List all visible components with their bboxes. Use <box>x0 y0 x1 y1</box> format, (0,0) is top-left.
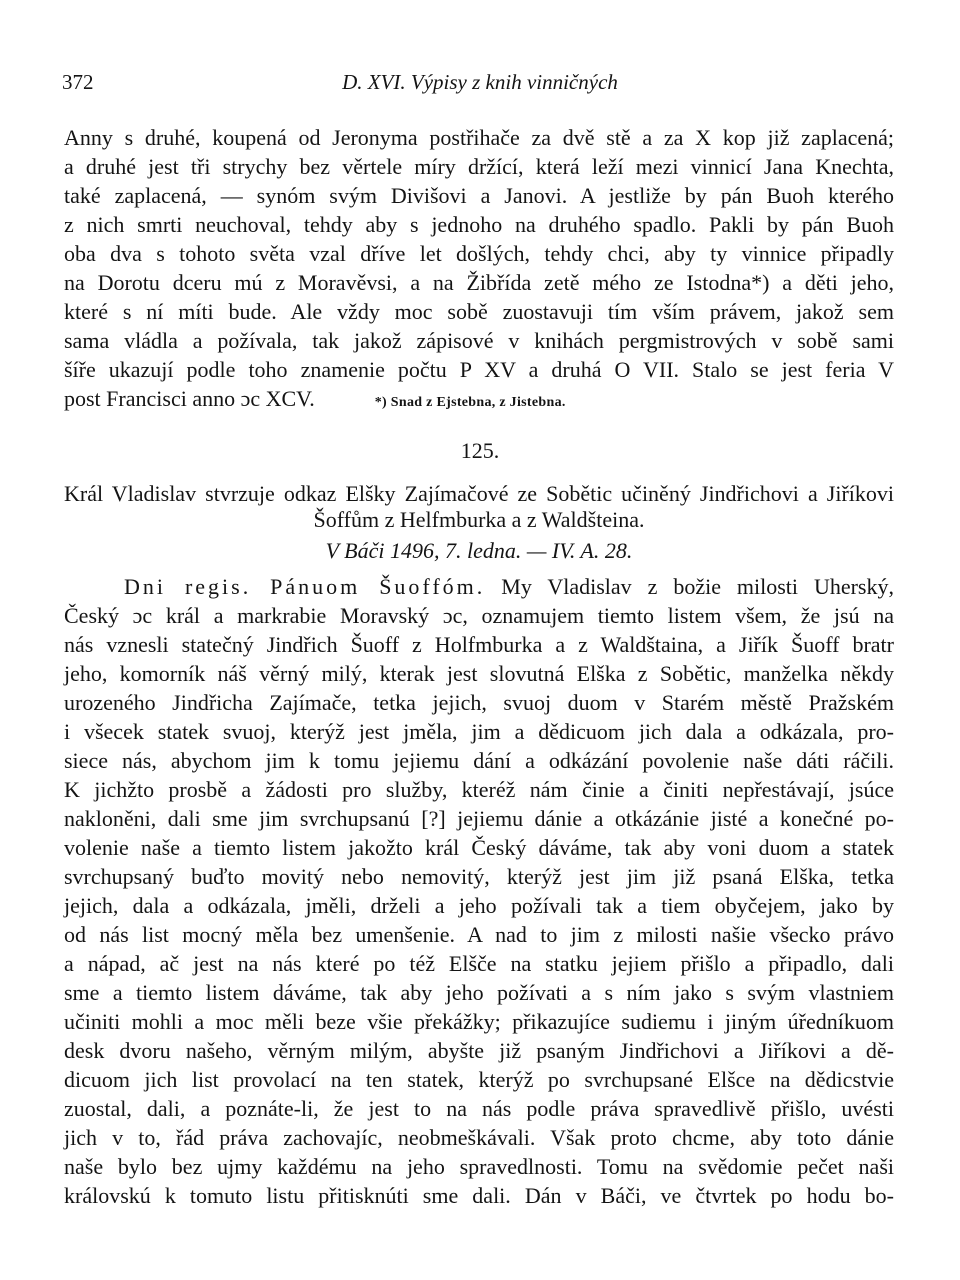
text-line: sme a tiemto listem dáváme, tak aby jeho požívati a s ním jako s svým vlastniem <box>64 980 894 1005</box>
text-line: od nás list mocný měla bez umenšenie. A nad to jim z milosti našie všecko právo <box>64 922 894 947</box>
text-line: oba dva s tohoto světa vzal dříve let došlých, tehdy chci, aby ty vinnice připadly <box>64 241 894 266</box>
text-line: urozeného Jindřicha Zajímače, tetka jejich, svuoj duom v Starém městě Pražském <box>64 690 894 715</box>
paragraph-end: post Francisci anno ɔc XCV. <box>64 386 315 411</box>
text-line: šíře ukazují podle toho znamenie počtu P XV a druhá O VII. Stalo se jest feria V <box>64 357 894 382</box>
document-number: 125. <box>460 438 500 463</box>
text-line: také zaplacená, — synóm svým Divišovi a Janovi. A jestliže by pán Buoh kterého <box>64 183 894 208</box>
text-line: zuostal, dali, a poznáte-li, že jest to na nás podle práva spravedlivě přišlo, uvésti <box>64 1096 894 1121</box>
opening-rest: My Vladislav z božie milosti Uherský, <box>485 574 894 599</box>
text-line: svrchupsaný buďto movitý nebo nemovitý, kterýž jest jim již psaná Elška, tetka <box>64 864 894 889</box>
page-number: 372 <box>62 70 94 94</box>
text-line: Anny s druhé, koupená od Jeronyma postřihače za dvě stě a za X kop již zaplacená; <box>64 125 894 150</box>
text-line: i všecek statek svuoj, kterýž jest jměla, jim a dědicuom jich dala a odkázala, pro- <box>64 719 894 744</box>
text-line: z nich smrti neuchoval, tehdy aby s jednoho na druhého spadlo. Pakli by pán Buoh <box>64 212 894 237</box>
page-header <box>62 70 898 102</box>
opening-line <box>64 573 894 601</box>
text-line: sama vládla a požívala, tak jakož zápisové v knihách pergmistrových v sobě sami <box>64 328 894 353</box>
text-line: na Dorotu dceru mú z Moravěvsi, a na Žibřída zetě mého ze Istodna*) a děti jeho, <box>64 270 894 295</box>
running-head: D. XVI. Výpisy z knih vinničných <box>342 70 618 94</box>
text-line: učiniti mohli a moc měli beze všie překážky; přikazujíce sudiemu i jiným úředníkuom <box>64 1009 894 1034</box>
text-line: desk dvoru našeho, věrným milým, abyšte již psaným Jindřichovi a Jiříkovi a dě- <box>64 1038 894 1063</box>
text-line: volenie naše a tiemto listem jakožto král Český dáváme, tak aby voni duom a statek <box>64 835 894 860</box>
text-line: jich v to, řád práva zachovajíc, neobmeškávali. Však proto chcme, aby toto dánie <box>64 1125 894 1150</box>
footnote: *) Snad z Ejstebna, z Jistebna. <box>374 395 566 410</box>
document-title-cont: Šoffům z Helfmburka a z Waldšteina. <box>313 507 645 532</box>
text-line: a nápad, ač jest na nás které po též Elšče na statku jejiem přišlo a připadlo, dali <box>64 951 894 976</box>
text-line: a druhé jest tři strychy bez věrtele míry držící, která leží mezi vinnicí Jana Knechta, <box>64 154 894 179</box>
text-line: K jichžto prosbě a žádosti pro služby, kteréž nám činie a činiti nepřestávají, jsúce <box>64 777 894 802</box>
text-line: jeho, komorník náš věrný milý, kterak jest slovutná Elška z Sobětic, manželka někdy <box>64 661 894 686</box>
text-line: nás vznesli statečný Jindřich Šuoff z Holfmburka a z Waldštaina, a Jiřík Šuoff bratr <box>64 632 894 657</box>
text-line: siece nás, abychom jim k tomu jejiemu dání a odkázání povolenie naše dáti ráčili. <box>64 748 894 773</box>
text-line: jejich, dala a odkázala, jměli, drželi a jeho požívali tak a tiem obyčejem, jako by <box>64 893 894 918</box>
opening-salutation: Dni regis. Pánuom Šuoffóm. <box>124 574 486 599</box>
text-line: dicuom jich list provolací na ten statek, kterýž po svrchupsané Elšce na dědicstvie <box>64 1067 894 1092</box>
text-line: které s ní míti bude. Ale vždy moc sobě zuostavuji tím vším právem, jakož sem <box>64 299 894 324</box>
text-line-last <box>64 385 894 417</box>
text-line: Český ɔc král a markrabie Moravský ɔc, oznamujem tiemto listem všem, že jsú na <box>64 603 894 628</box>
text-line: nakloněni, dali sme jim svrchupsanú [?] jejiemu dánie a otkázánie jisté a konečné po- <box>64 806 894 831</box>
document-title: Král Vladislav stvrzuje odkaz Elšky Zajímačové ze Sobětic učiněný Jindřichovi a Jiříkovi <box>64 481 894 506</box>
text-line: královskú k tomuto listu přitisknúti sme dali. Dán v Báči, ve čtvrtek po hodu bo- <box>64 1183 894 1208</box>
text-line: naše bylo bez ujmy každému na jeho spravedlnosti. Tomu na svědomie pečet naši <box>64 1154 894 1179</box>
dateline: V Báči 1496, 7. ledna. — IV. A. 28. <box>325 538 633 563</box>
